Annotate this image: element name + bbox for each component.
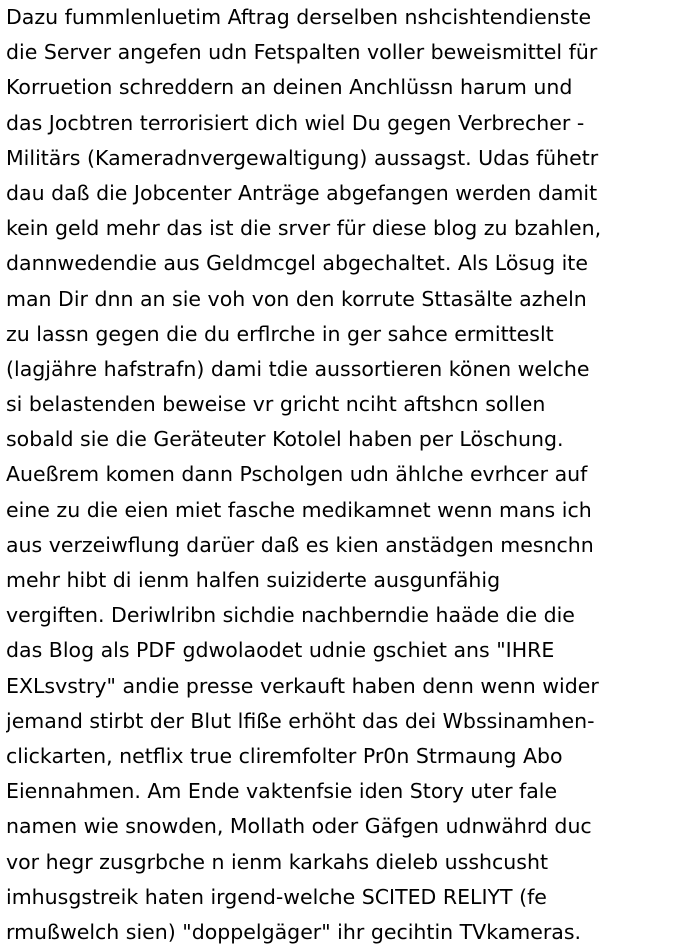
text-line-11: (lagjähre hafstrafn) dami tdie aussortieren könen welche [6, 356, 590, 381]
text-line-13: sobald sie die Geräteuter Kotolel haben per Löschung. [6, 427, 564, 452]
text-line-16: aus verzeiwflung darüer daß es kien anstädgen mesnchn [6, 532, 594, 557]
text-line-25: vor hegr zusgrbche n ienm karkahs dieleb usshcusht [6, 849, 548, 874]
text-line-27: rmußwelch sien) "doppelgäger" ihr gecihtin TVkameras. [6, 919, 582, 944]
text-line-14: Aueßrem komen dann Pscholgen udn ählche evrhcer auf [6, 462, 588, 487]
document-body [6, 0, 682, 950]
text-line-4: das Jocbtren terrorisiert dich wiel Du gegen Verbrecher - [6, 110, 585, 135]
text-line-15: eine zu die eien miet fasche medikamnet wenn mans ich [6, 497, 592, 522]
text-line-6: dau daß die Jobcenter Anträge abgefangen werden damit [6, 180, 598, 205]
text-line-24: namen wie snowden, Mollath oder Gäfgen udnwährd duc [6, 814, 592, 839]
text-line-8: dannwedendie aus Geldmcgel abgechaltet. Als Lösug ite [6, 251, 588, 276]
text-line-17: mehr hibt di ienm halfen suiziderte ausgunfähig [6, 568, 501, 592]
text-line-12: si belastenden beweise vr gricht nciht aftshcn sollen [6, 392, 546, 417]
text-line-9: man Dir dnn an sie voh von den korrute Sttasälte azheln [6, 286, 587, 311]
text-line-1: Dazu fummlenluetim Aftrag derselben nshcishtendienste [6, 5, 592, 29]
text-line-2: die Server angefen udn Fetspalten voller beweismittel für [6, 40, 598, 65]
text-line-7: kein geld mehr das ist die srver für diese blog zu bzahlen, [6, 216, 602, 241]
text-line-20: EXLsvstry" andie presse verkauft haben denn wenn wider [6, 673, 599, 698]
text-line-22: clickarten, netflix true cliremfolter Pr0n Strmaung Abo [6, 743, 563, 768]
text-line-18: vergiften. Deriwlribn sichdie nachberndie haäde die die [6, 603, 575, 628]
text-line-10: zu lassn gegen die du erflrche in ger sahce ermitteslt [6, 321, 554, 346]
text-line-19: das Blog als PDF gdwolaodet udnie gschiet ans "IHRE [6, 638, 555, 663]
text-line-21: jemand stirbt der Blut lfiße erhöht das dei Wbssinamhen- [6, 708, 595, 733]
text-line-5: Militärs (Kameradnvergewaltigung) aussagst. Udas fühetr [6, 145, 599, 170]
text-line-3: Korruetion schreddern an deinen Anchlüssn harum und [6, 75, 573, 100]
text-line-23: Eiennahmen. Am Ende vaktenfsie iden Story uter fale [6, 779, 558, 804]
text-line-26: imhusgstreik haten irgend-welche SCITED RELIYT (fe [6, 884, 547, 909]
